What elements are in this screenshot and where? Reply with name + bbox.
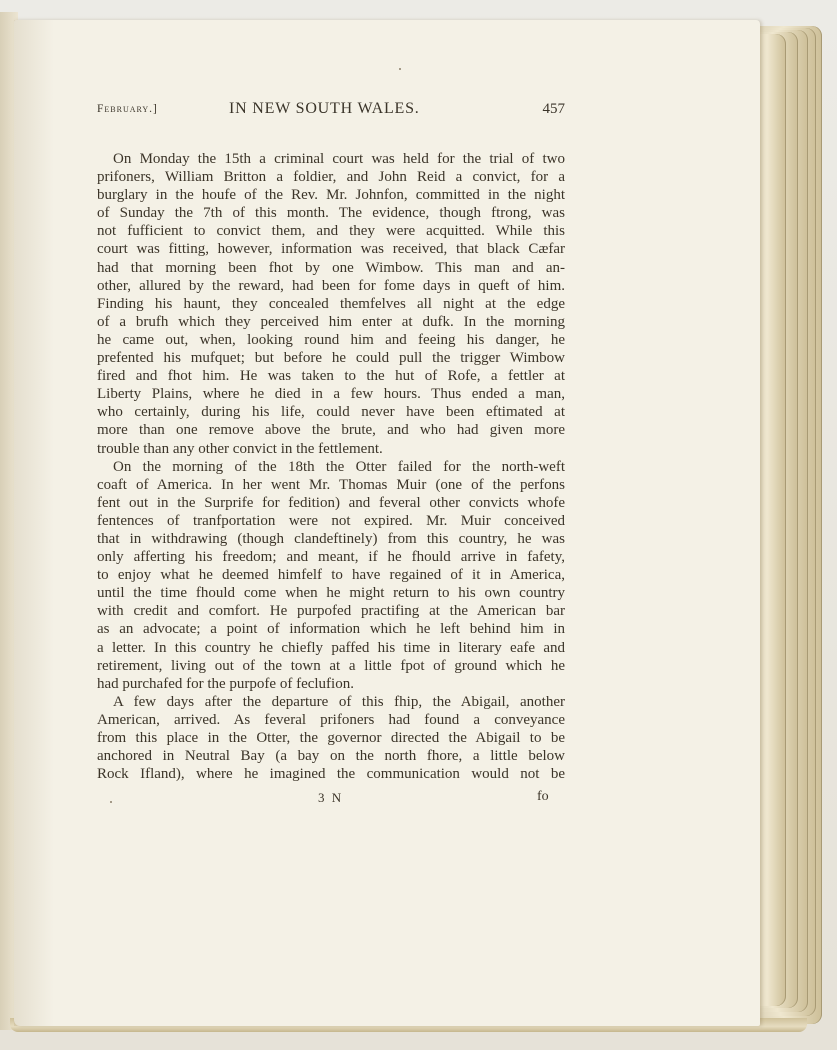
- text-line: a letter. In this country he chiefly paffed his time in literary eafe and: [97, 639, 565, 656]
- body-text: [97, 150, 565, 783]
- paper-speck: [399, 68, 401, 70]
- text-line: who certainly, during his life, could never have been eftimated at: [97, 404, 565, 421]
- text-line: coaft of America. In her went Mr. Thomas Muir (one of the perfons: [97, 476, 565, 493]
- text-line: fentences of tranfportation were not expired. Mr. Muir conceived: [97, 512, 565, 529]
- running-head-title: IN NEW SOUTH WALES.: [229, 100, 420, 117]
- text-line: American, arrived. As feveral prifoners had found a conveyance: [97, 711, 565, 728]
- text-line: until the time fhould come when he might return to his own country: [97, 585, 565, 602]
- text-line: fired and fhot him. He was taken to the hut of Rofe, a fettler at: [97, 368, 565, 385]
- text-line: with credit and comfort. He purpofed practifing at the American bar: [97, 603, 565, 620]
- signature-mark: 3 N: [318, 790, 344, 805]
- text-line: court was fitting, however, information was received, that black Cæfar: [97, 241, 565, 258]
- text-line: Liberty Plains, where he died in a few hours. Thus ended a man,: [97, 386, 565, 403]
- text-line: had that morning been fhot by one Wimbow. This man and an-: [97, 259, 565, 276]
- text-line: not fufficient to convict them, and they were acquitted. While this: [97, 223, 565, 240]
- text-line: more than one remove above the brute, and who had given more: [97, 422, 565, 439]
- text-line: retirement, living out of the town at a little fpot of ground which he: [97, 657, 565, 674]
- text-line: of a brufh which they perceived him enter at dufk. In the morning: [97, 313, 565, 330]
- text-line: On Monday the 15th a criminal court was held for the trial of two: [113, 151, 565, 167]
- text-line: only afferting his freedom; and meant, if he fhould arrive in fafety,: [97, 549, 565, 566]
- text-line: that in withdrawing (though clandeftinely) from this country, he was: [97, 530, 565, 547]
- catchword: fo: [537, 789, 549, 804]
- text-line: Finding his haunt, they concealed themfelves all night at the edge: [97, 295, 565, 312]
- text-line: he came out, when, looking round him and feeing his danger, he: [97, 331, 565, 348]
- running-head: [97, 100, 565, 122]
- text-line: burglary in the houfe of the Rev. Mr. Johnfon, committed in the night: [97, 187, 565, 204]
- text-line: prefented his mufquet; but before he could pull the trigger Wimbow: [97, 350, 565, 367]
- text-line: Rock Ifland), where he imagined the communication would not be: [97, 766, 565, 783]
- text-line: trouble than any other convict in the fettlement.: [97, 440, 383, 457]
- text-line: prifoners, William Britton a foldier, and John Reid a convict, for a: [97, 169, 565, 186]
- text-line: anchored in Neutral Bay (a bay on the north fhore, a little below: [97, 748, 565, 765]
- text-line: A few days after the departure of this fhip, the Abigail, another: [113, 693, 565, 710]
- text-line: as an advocate; a point of information which he left behind him in: [97, 621, 565, 638]
- text-line: from this place in the Otter, the governor directed the Abigail to be: [97, 730, 565, 746]
- text-line: fent out in the Surprife for fedition) and feveral other convicts whofe: [97, 494, 565, 511]
- running-head-month: February.]: [97, 103, 158, 115]
- text-line: of Sunday the 7th of this month. The evidence, though ftrong, was: [97, 205, 565, 222]
- page-number: 457: [542, 101, 565, 117]
- text-line: had purchafed for the purpofe of feclufion.: [97, 675, 354, 692]
- paper-speck: [110, 801, 112, 803]
- text-line: to enjoy what he deemed himfelf to have regained of it in America,: [97, 567, 565, 584]
- text-line: On the morning of the 18th the Otter failed for the north-weft: [113, 458, 565, 475]
- text-line: other, allured by the reward, had been for fome days in queft of him.: [97, 277, 565, 294]
